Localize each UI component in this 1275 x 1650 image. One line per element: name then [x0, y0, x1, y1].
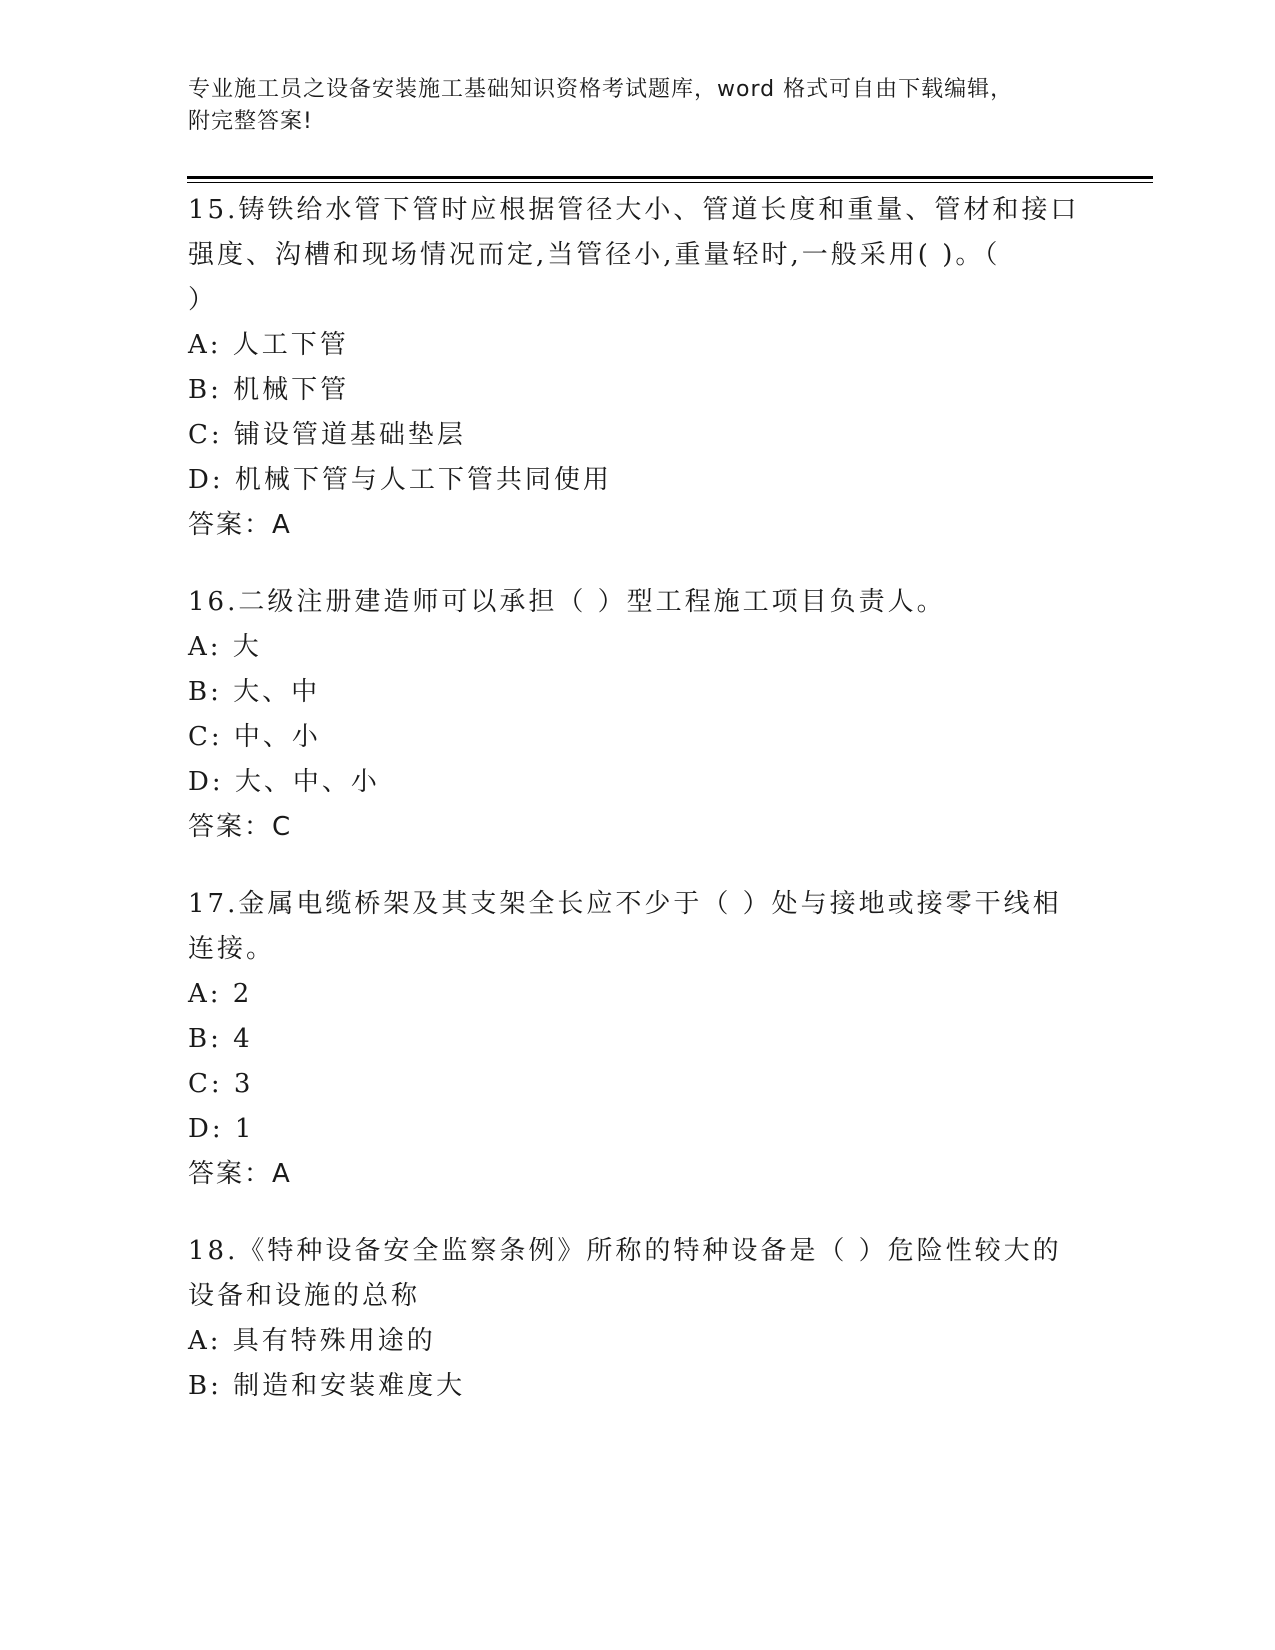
answer-option: B: 机械下管 — [188, 375, 350, 405]
answer-option: A: 人工下管 — [188, 330, 349, 360]
answer-option: A: 大 — [188, 632, 262, 662]
answer-option: C: 铺设管道基础垫层 — [188, 420, 466, 450]
answer-option: D: 1 — [188, 1114, 255, 1144]
question-stem-line: 15.铸铁给水管下管时应根据管径大小、管道长度和重量、管材和接口 — [188, 195, 1080, 225]
header-line-2: 附完整答案! — [188, 109, 313, 134]
document-header — [188, 74, 1088, 138]
answer-key: 答案：A — [188, 1159, 292, 1189]
question-stem-line: 设备和设施的总称 — [188, 1281, 421, 1311]
answer-key: 答案：A — [188, 510, 292, 540]
answer-option: B: 大、中 — [188, 677, 321, 707]
question-list — [188, 188, 1088, 1441]
question-item — [188, 1229, 1088, 1409]
question-stem-line: 17.金属电缆桥架及其支架全长应不少于（ ）处与接地或接零干线相 — [188, 889, 1062, 919]
question-item — [188, 188, 1088, 548]
answer-option: C: 中、小 — [188, 722, 321, 752]
answer-option: D: 大、中、小 — [188, 767, 380, 797]
question-stem-line: ） — [188, 285, 218, 315]
question-stem-line: 连接。 — [188, 934, 276, 964]
question-stem-line: 强度、沟槽和现场情况而定,当管径小,重量轻时,一般采用( )。（ — [188, 240, 1001, 270]
question-item — [188, 580, 1088, 850]
answer-option: D: 机械下管与人工下管共同使用 — [188, 465, 612, 495]
answer-option: A: 2 — [188, 979, 253, 1009]
answer-option: A: 具有特殊用途的 — [188, 1326, 436, 1356]
answer-option: B: 制造和安装难度大 — [188, 1371, 466, 1401]
answer-option: B: 4 — [188, 1024, 253, 1054]
question-item — [188, 882, 1088, 1197]
header-divider-thick — [187, 176, 1153, 179]
answer-key: 答案：C — [188, 812, 293, 842]
header-divider-thin — [187, 182, 1153, 183]
question-stem-line: 16.二级注册建造师可以承担（ ）型工程施工项目负责人。 — [188, 587, 946, 617]
answer-option: C: 3 — [188, 1069, 254, 1099]
question-stem-line: 18.《特种设备安全监察条例》所称的特种设备是（ ）危险性较大的 — [188, 1236, 1062, 1266]
header-line-1: 专业施工员之设备安装施工基础知识资格考试题库，word 格式可自由下载编辑， — [188, 77, 1014, 102]
